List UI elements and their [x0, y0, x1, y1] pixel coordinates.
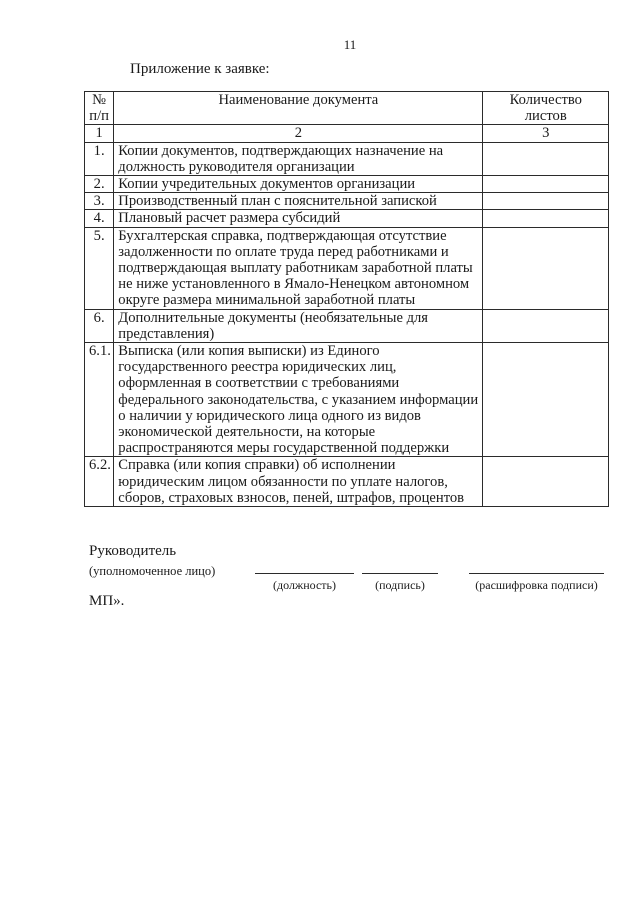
signature-head: Руководитель: [89, 543, 177, 559]
header-name: Наименование документа: [114, 92, 483, 125]
position-line: [255, 573, 354, 574]
signature-block: [89, 543, 619, 613]
appendix-title: Приложение к заявке:: [130, 61, 270, 77]
row-document-name: Копии документов, подтверждающих назначение на должность руководителя организации: [114, 142, 483, 175]
row-sheet-count: [483, 142, 609, 175]
row-sheet-count: [483, 457, 609, 507]
row-document-name: Бухгалтерская справка, подтверждающая отсутствие задолженности по оплате труда перед работниками и подтверждающая выплату работникам заработной платы не ниже установленного в Ямало-Ненецком автономном округе размера минимальной заработной платы: [114, 227, 483, 309]
table-row: [85, 193, 609, 210]
table-row: [85, 142, 609, 175]
table-index-row: [85, 125, 609, 142]
row-number: 1.: [85, 142, 114, 175]
header-count: Количество листов: [483, 92, 609, 125]
row-document-name: Выписка (или копия выписки) из Единого государственного реестра юридических лиц, оформленная в соответствии с требованиями федерального законодательства, с указанием информации о наличии у юридического лица одного из видов экономической деятельности, на которые распространяются меры государственной поддержки: [114, 343, 483, 457]
row-number: 3.: [85, 193, 114, 210]
row-sheet-count: [483, 210, 609, 227]
index-cell-3: 3: [483, 125, 609, 142]
table-row: [85, 227, 609, 309]
decode-caption: (расшифровка подписи): [475, 578, 598, 592]
sign-caption: (подпись): [375, 578, 425, 592]
row-sheet-count: [483, 309, 609, 342]
row-document-name: Копии учредительных документов организации: [114, 176, 483, 193]
table-row: [85, 176, 609, 193]
row-number: 6.1.: [85, 343, 114, 457]
documents-table: [84, 91, 609, 507]
table-row: [85, 309, 609, 342]
row-document-name: Производственный план с пояснительной запиской: [114, 193, 483, 210]
page-number: 11: [343, 37, 357, 52]
stamp-mark: МП».: [89, 593, 125, 609]
row-sheet-count: [483, 343, 609, 457]
row-number: 6.2.: [85, 457, 114, 507]
table-header-row: [85, 92, 609, 125]
row-document-name: Дополнительные документы (необязательные для представления): [114, 309, 483, 342]
position-caption: (должность): [273, 578, 336, 592]
row-sheet-count: [483, 193, 609, 210]
table-row: [85, 457, 609, 507]
header-num: № п/п: [85, 92, 114, 125]
sign-line: [362, 573, 438, 574]
row-sheet-count: [483, 227, 609, 309]
table-row: [85, 343, 609, 457]
index-cell-2: 2: [114, 125, 483, 142]
row-number: 5.: [85, 227, 114, 309]
table-row: [85, 210, 609, 227]
index-cell-1: 1: [85, 125, 114, 142]
row-document-name: Справка (или копия справки) об исполнении юридическим лицом обязанности по уплате налогов, сборов, страховых взносов, пеней, штрафов, процентов: [114, 457, 483, 507]
row-number: 4.: [85, 210, 114, 227]
row-sheet-count: [483, 176, 609, 193]
signature-sub: (уполномоченное лицо): [89, 564, 216, 578]
row-document-name: Плановый расчет размера субсидий: [114, 210, 483, 227]
decode-line: [469, 573, 604, 574]
row-number: 6.: [85, 309, 114, 342]
row-number: 2.: [85, 176, 114, 193]
